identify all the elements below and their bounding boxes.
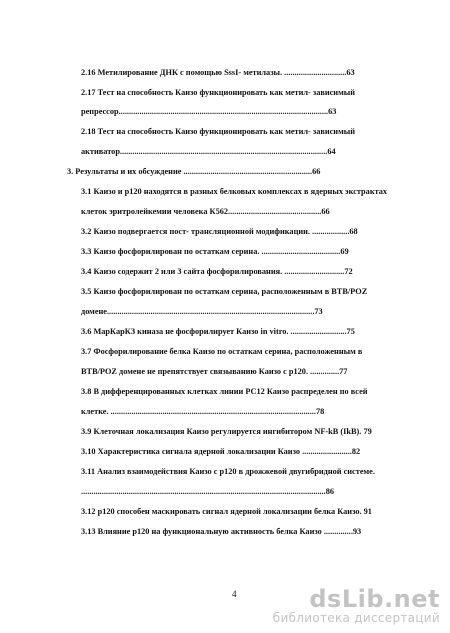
site-watermark: [273, 587, 440, 625]
toc-entry-2-17: 2.17 Тест на способность Каизо функционировать как метил- зависимый: [81, 88, 355, 97]
toc-entry-3-11: 3.11 Анализ взаимодействия Каизо с р120 в дрожжевой двугибридной системе.: [81, 467, 375, 476]
toc-entry-3-6: 3.6 МарКарКЗ киназа не фосфорилирует Каизо in vitro. ...........................75: [81, 327, 355, 336]
toc-entry-3-8: 3.8 В дифференцированных клетках линии РС12 Каизо распределен по всей: [81, 387, 368, 396]
toc-entry-3-3: 3.3 Каизо фосфорилирован по остаткам серина. ......................................69: [81, 247, 349, 256]
watermark-logo: dsLib.net: [309, 585, 440, 613]
toc-entry-3-5: 3.5 Каизо фосфорилирован по остаткам серина, расположенным в BTB/POZ: [81, 287, 368, 296]
toc-entry-3-12: 3.12 р120 способен маскировать сигнал ядерной локализации белка Каизо. 91: [81, 507, 372, 516]
page-number: 4: [232, 589, 237, 599]
toc-entry-3-4: 3.4 Каизо содержит 2 или 3 сайта фосфорилирования. .............................72: [81, 267, 353, 276]
toc-entry-3-1: 3.1 Каизо и р120 находятся в разных белковых комплексах в ядерных экстрактах: [81, 187, 388, 196]
toc-entry-3: 3. Результаты и их обсуждение ..............................................................66: [67, 167, 321, 176]
toc-entry-2-17-cont: репрессор.....................................................................................................63: [81, 107, 337, 116]
toc-entry-3-13: 3.13 Влияние р120 на функциональную активность белка Каизо ..............93: [81, 527, 362, 536]
toc-entry-2-18-cont: активатор....................................................................................................64: [81, 147, 336, 156]
toc-entry-3-7-cont: BTB/POZ домене не препятствует связыванию Каизо с р120. ..............77: [81, 367, 348, 376]
toc-entry-3-9: 3.9 Клеточная локализация Каизо регулируется ингибитором NF-kB (IkB). 79: [81, 427, 372, 436]
toc-entry-3-5-cont: домене....................................................................................................73: [81, 307, 323, 316]
toc-entry-3-2: 3.2 Каизо подвергается пост- трансляционной модификации. ..................68: [81, 227, 358, 236]
toc-entry-3-11-cont: ......................................................................................................................86: [81, 487, 335, 496]
toc-entry-3-10: 3.10 Характеристика сигнала ядерной локализации Каизо ........................82: [81, 447, 361, 456]
toc-entry-2-18: 2.18 Тест на способность Каизо функционировать как метил- зависимый: [81, 127, 355, 136]
toc-entry-2-16: 2.16 Метилирование ДНК с помощью SssI- метилазы. ..............................63: [81, 68, 355, 77]
watermark-tagline: библиотека диссертаций: [272, 611, 440, 625]
toc-entry-3-8-cont: клетке. ...................................................................................................78: [81, 407, 325, 416]
toc-entry-3-1-cont: клеток эритролейкемии человека К562.............................................66: [81, 207, 330, 216]
toc-entry-3-7: 3.7 Фосфорилирование белка Каизо по остаткам серина, расположенным в: [81, 347, 363, 356]
